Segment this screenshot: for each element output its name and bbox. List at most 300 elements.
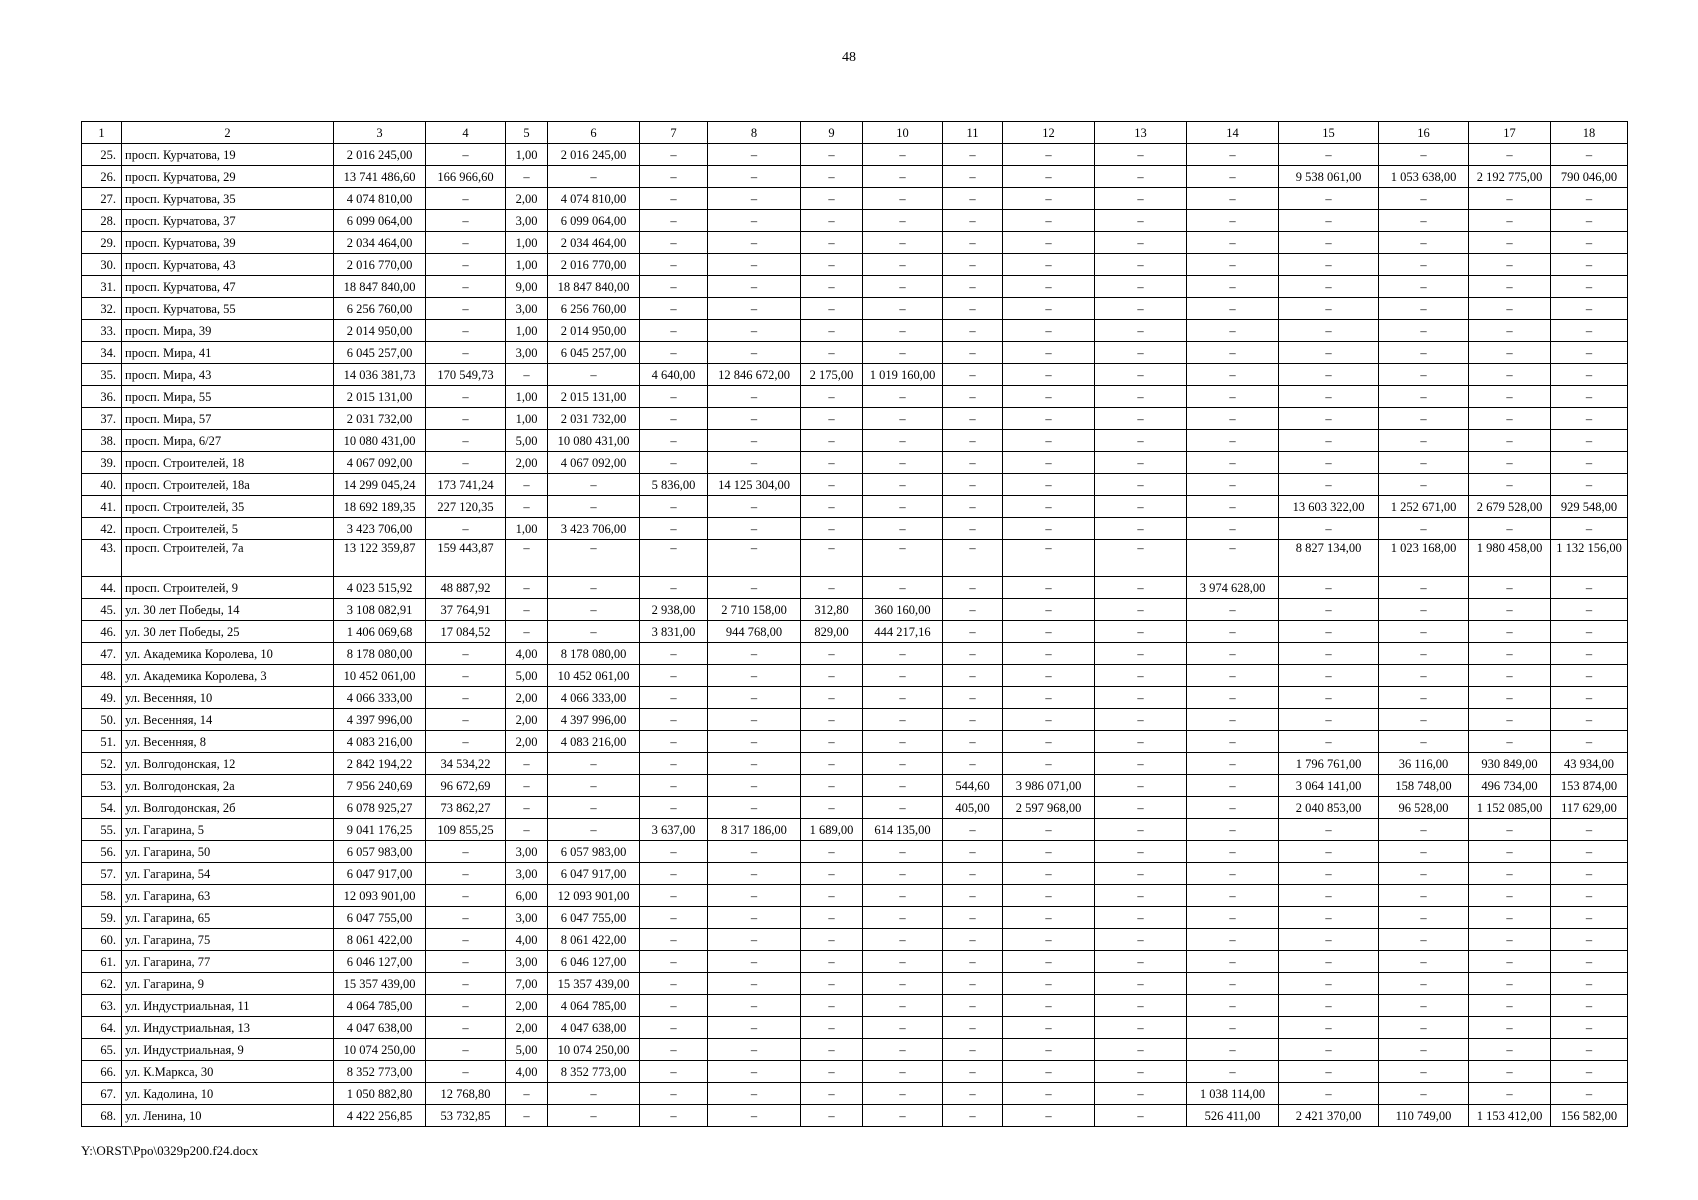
address-cell: ул. Гагарина, 65 xyxy=(122,907,334,929)
value-cell: – xyxy=(506,474,548,496)
value-cell: – xyxy=(1187,775,1279,797)
address-cell: просп. Мира, 55 xyxy=(122,386,334,408)
value-cell: – xyxy=(1003,1017,1095,1039)
value-cell: 4 067 092,00 xyxy=(334,452,426,474)
value-cell: – xyxy=(1279,929,1379,951)
address-cell: ул. К.Маркса, 30 xyxy=(122,1061,334,1083)
value-cell: 2 016 770,00 xyxy=(548,254,640,276)
value-cell: – xyxy=(1469,144,1551,166)
value-cell: – xyxy=(863,995,943,1017)
value-cell: – xyxy=(1187,973,1279,995)
value-cell: – xyxy=(426,863,506,885)
value-cell: 4 064 785,00 xyxy=(334,995,426,1017)
row-number-cell: 28. xyxy=(82,210,122,232)
value-cell: – xyxy=(1279,1083,1379,1105)
address-cell: просп. Курчатова, 39 xyxy=(122,232,334,254)
address-cell: ул. Академика Королева, 10 xyxy=(122,643,334,665)
value-cell: – xyxy=(426,973,506,995)
value-cell: 2,00 xyxy=(506,687,548,709)
value-cell: – xyxy=(708,518,801,540)
value-cell: 360 160,00 xyxy=(863,599,943,621)
value-cell: – xyxy=(1279,819,1379,841)
row-number-cell: 45. xyxy=(82,599,122,621)
value-cell: 13 122 359,87 xyxy=(334,540,426,577)
value-cell: – xyxy=(640,643,708,665)
address-cell: ул. Волгодонская, 2б xyxy=(122,797,334,819)
value-cell: – xyxy=(1279,907,1379,929)
address-cell: ул. Кадолина, 10 xyxy=(122,1083,334,1105)
value-cell: – xyxy=(548,1105,640,1127)
column-header-16: 16 xyxy=(1379,122,1469,144)
address-cell: ул. Гагарина, 77 xyxy=(122,951,334,973)
value-cell: – xyxy=(1003,320,1095,342)
value-cell: – xyxy=(640,408,708,430)
value-cell: – xyxy=(1469,885,1551,907)
value-cell: 405,00 xyxy=(943,797,1003,819)
column-header-9: 9 xyxy=(801,122,863,144)
value-cell: – xyxy=(708,320,801,342)
value-cell: – xyxy=(943,1061,1003,1083)
value-cell: 8 178 080,00 xyxy=(548,643,640,665)
value-cell: – xyxy=(943,929,1003,951)
value-cell: – xyxy=(1279,518,1379,540)
value-cell: 3,00 xyxy=(506,841,548,863)
value-cell: – xyxy=(708,731,801,753)
value-cell: – xyxy=(426,430,506,452)
value-cell: – xyxy=(1095,408,1187,430)
value-cell: – xyxy=(1551,841,1628,863)
value-cell: – xyxy=(1187,232,1279,254)
value-cell: – xyxy=(801,474,863,496)
value-cell: – xyxy=(426,687,506,709)
value-cell: – xyxy=(943,621,1003,643)
value-cell: – xyxy=(1551,232,1628,254)
value-cell: – xyxy=(640,430,708,452)
value-cell: 6 046 127,00 xyxy=(548,951,640,973)
value-cell: – xyxy=(708,863,801,885)
value-cell: – xyxy=(1551,995,1628,1017)
value-cell: 12 768,80 xyxy=(426,1083,506,1105)
value-cell: 7 956 240,69 xyxy=(334,775,426,797)
value-cell: 10 074 250,00 xyxy=(548,1039,640,1061)
value-cell: – xyxy=(1187,995,1279,1017)
value-cell: – xyxy=(943,320,1003,342)
row-number-cell: 32. xyxy=(82,298,122,320)
row-number-cell: 38. xyxy=(82,430,122,452)
value-cell: – xyxy=(943,973,1003,995)
address-cell: просп. Курчатова, 37 xyxy=(122,210,334,232)
value-cell: – xyxy=(1279,408,1379,430)
value-cell: – xyxy=(1551,276,1628,298)
value-cell: – xyxy=(801,951,863,973)
value-cell: – xyxy=(1095,731,1187,753)
value-cell: – xyxy=(1187,342,1279,364)
table-row xyxy=(82,1039,1628,1061)
value-cell: 2,00 xyxy=(506,995,548,1017)
value-cell: – xyxy=(1095,210,1187,232)
value-cell: 34 534,22 xyxy=(426,753,506,775)
value-cell: – xyxy=(640,929,708,951)
value-cell: – xyxy=(1187,144,1279,166)
value-cell: – xyxy=(708,276,801,298)
address-cell: ул. Индустриальная, 11 xyxy=(122,995,334,1017)
value-cell: – xyxy=(801,1083,863,1105)
value-cell: – xyxy=(1187,841,1279,863)
address-cell: просп. Курчатова, 47 xyxy=(122,276,334,298)
value-cell: – xyxy=(708,210,801,232)
value-cell: – xyxy=(426,254,506,276)
value-cell: – xyxy=(1003,188,1095,210)
row-number-cell: 30. xyxy=(82,254,122,276)
value-cell: 2 175,00 xyxy=(801,364,863,386)
value-cell: – xyxy=(1469,408,1551,430)
value-cell: 14 125 304,00 xyxy=(708,474,801,496)
value-cell: – xyxy=(640,841,708,863)
value-cell: – xyxy=(1187,951,1279,973)
value-cell: – xyxy=(801,1061,863,1083)
value-cell: – xyxy=(943,665,1003,687)
value-cell: 227 120,35 xyxy=(426,496,506,518)
value-cell: 9 041 176,25 xyxy=(334,819,426,841)
value-cell: – xyxy=(1003,276,1095,298)
value-cell: – xyxy=(1095,577,1187,599)
column-header-12: 12 xyxy=(1003,122,1095,144)
value-cell: – xyxy=(801,232,863,254)
address-cell: ул. Волгодонская, 2а xyxy=(122,775,334,797)
value-cell: – xyxy=(708,496,801,518)
value-cell: – xyxy=(801,665,863,687)
value-cell: 1 050 882,80 xyxy=(334,1083,426,1105)
value-cell: – xyxy=(863,166,943,188)
value-cell: – xyxy=(1279,342,1379,364)
value-cell: 36 116,00 xyxy=(1379,753,1469,775)
value-cell: – xyxy=(801,298,863,320)
table-row xyxy=(82,1105,1628,1127)
row-number-cell: 55. xyxy=(82,819,122,841)
row-number-cell: 56. xyxy=(82,841,122,863)
value-cell: 173 741,24 xyxy=(426,474,506,496)
value-cell: – xyxy=(1469,320,1551,342)
value-cell: – xyxy=(863,1061,943,1083)
value-cell: – xyxy=(708,1083,801,1105)
value-cell: – xyxy=(1469,709,1551,731)
value-cell: 4 640,00 xyxy=(640,364,708,386)
value-cell: – xyxy=(1187,364,1279,386)
value-cell: – xyxy=(506,621,548,643)
value-cell: – xyxy=(1551,885,1628,907)
value-cell: – xyxy=(1187,819,1279,841)
column-header-1: 1 xyxy=(82,122,122,144)
value-cell: 4,00 xyxy=(506,929,548,951)
value-cell: – xyxy=(801,518,863,540)
value-cell: – xyxy=(1379,518,1469,540)
value-cell: 2 938,00 xyxy=(640,599,708,621)
row-number-cell: 54. xyxy=(82,797,122,819)
value-cell: – xyxy=(1003,144,1095,166)
value-cell: – xyxy=(801,1017,863,1039)
column-header-3: 3 xyxy=(334,122,426,144)
value-cell: – xyxy=(426,342,506,364)
value-cell: – xyxy=(943,731,1003,753)
value-cell: – xyxy=(1469,188,1551,210)
value-cell: – xyxy=(1095,276,1187,298)
value-cell: – xyxy=(1003,687,1095,709)
table-row xyxy=(82,298,1628,320)
row-number-cell: 39. xyxy=(82,452,122,474)
value-cell: – xyxy=(1003,731,1095,753)
value-cell: 6 045 257,00 xyxy=(334,342,426,364)
value-cell: – xyxy=(1003,408,1095,430)
value-cell: – xyxy=(1551,474,1628,496)
value-cell: 48 887,92 xyxy=(426,577,506,599)
row-number-cell: 63. xyxy=(82,995,122,1017)
table-row xyxy=(82,518,1628,540)
value-cell: – xyxy=(640,1039,708,1061)
value-cell: – xyxy=(1095,188,1187,210)
value-cell: – xyxy=(801,753,863,775)
value-cell: 15 357 439,00 xyxy=(548,973,640,995)
value-cell: – xyxy=(1003,577,1095,599)
value-cell: – xyxy=(708,232,801,254)
value-cell: – xyxy=(943,452,1003,474)
value-cell: – xyxy=(426,643,506,665)
value-cell: – xyxy=(640,342,708,364)
table-row xyxy=(82,797,1628,819)
value-cell: – xyxy=(1379,1039,1469,1061)
value-cell: – xyxy=(1379,885,1469,907)
value-cell: 18 847 840,00 xyxy=(548,276,640,298)
value-cell: – xyxy=(863,929,943,951)
value-cell: – xyxy=(1187,496,1279,518)
value-cell: – xyxy=(1379,973,1469,995)
value-cell: – xyxy=(1187,276,1279,298)
table-row xyxy=(82,364,1628,386)
value-cell: – xyxy=(1379,210,1469,232)
footer-file-path: Y:\ORST\Ppo\0329p200.f24.docx xyxy=(81,1143,259,1158)
value-cell: – xyxy=(1551,1039,1628,1061)
value-cell: – xyxy=(1279,1061,1379,1083)
value-cell: – xyxy=(708,753,801,775)
value-cell: 5 836,00 xyxy=(640,474,708,496)
value-cell: – xyxy=(1095,621,1187,643)
value-cell: – xyxy=(1551,709,1628,731)
value-cell: – xyxy=(801,995,863,1017)
value-cell: – xyxy=(1379,951,1469,973)
value-cell: – xyxy=(1379,863,1469,885)
value-cell: – xyxy=(548,599,640,621)
value-cell: – xyxy=(801,188,863,210)
row-number-cell: 52. xyxy=(82,753,122,775)
value-cell: – xyxy=(1279,298,1379,320)
value-cell: 929 548,00 xyxy=(1551,496,1628,518)
table-row xyxy=(82,540,1628,577)
value-cell: – xyxy=(1551,929,1628,951)
value-cell: – xyxy=(1469,577,1551,599)
value-cell: – xyxy=(1187,1061,1279,1083)
value-cell: – xyxy=(548,496,640,518)
page-number: 48 xyxy=(842,50,856,65)
value-cell: – xyxy=(1551,863,1628,885)
value-cell: – xyxy=(1379,929,1469,951)
value-cell: – xyxy=(943,687,1003,709)
row-number-cell: 41. xyxy=(82,496,122,518)
value-cell: – xyxy=(708,1105,801,1127)
table-row xyxy=(82,430,1628,452)
value-cell: – xyxy=(801,386,863,408)
value-cell: – xyxy=(1469,386,1551,408)
value-cell: – xyxy=(1187,753,1279,775)
value-cell: – xyxy=(1279,1017,1379,1039)
value-cell: – xyxy=(1187,687,1279,709)
value-cell: 1 152 085,00 xyxy=(1469,797,1551,819)
table-row xyxy=(82,819,1628,841)
value-cell: – xyxy=(943,643,1003,665)
value-cell: 96 528,00 xyxy=(1379,797,1469,819)
value-cell: – xyxy=(426,144,506,166)
value-cell: – xyxy=(1469,907,1551,929)
value-cell: – xyxy=(1003,907,1095,929)
value-cell: – xyxy=(1095,995,1187,1017)
value-cell: – xyxy=(801,577,863,599)
row-number-cell: 58. xyxy=(82,885,122,907)
value-cell: – xyxy=(1187,210,1279,232)
row-number-cell: 36. xyxy=(82,386,122,408)
value-cell: – xyxy=(1279,430,1379,452)
value-cell: 4 047 638,00 xyxy=(334,1017,426,1039)
value-cell: – xyxy=(943,951,1003,973)
row-number-cell: 27. xyxy=(82,188,122,210)
address-cell: ул. Весенняя, 14 xyxy=(122,709,334,731)
value-cell: 158 748,00 xyxy=(1379,775,1469,797)
value-cell: 1 406 069,68 xyxy=(334,621,426,643)
value-cell: – xyxy=(801,166,863,188)
value-cell: 2 710 158,00 xyxy=(708,599,801,621)
value-cell: – xyxy=(708,841,801,863)
value-cell: – xyxy=(1469,687,1551,709)
value-cell: – xyxy=(943,841,1003,863)
row-number-cell: 34. xyxy=(82,342,122,364)
value-cell: 4 397 996,00 xyxy=(334,709,426,731)
value-cell: 37 764,91 xyxy=(426,599,506,621)
value-cell: 13 603 322,00 xyxy=(1279,496,1379,518)
table-row xyxy=(82,951,1628,973)
value-cell: – xyxy=(640,753,708,775)
value-cell: – xyxy=(863,276,943,298)
value-cell: – xyxy=(1095,496,1187,518)
value-cell: – xyxy=(1095,907,1187,929)
value-cell: – xyxy=(1551,973,1628,995)
table-row xyxy=(82,577,1628,599)
value-cell: 6 047 917,00 xyxy=(334,863,426,885)
value-cell: 12 846 672,00 xyxy=(708,364,801,386)
value-cell: – xyxy=(1003,232,1095,254)
value-cell: – xyxy=(943,907,1003,929)
value-cell: – xyxy=(863,951,943,973)
value-cell: – xyxy=(1187,709,1279,731)
value-cell: – xyxy=(1551,577,1628,599)
value-cell: 1 980 458,00 xyxy=(1469,540,1551,577)
value-cell: – xyxy=(943,709,1003,731)
column-header-15: 15 xyxy=(1279,122,1379,144)
address-cell: просп. Строителей, 9 xyxy=(122,577,334,599)
value-cell: 944 768,00 xyxy=(708,621,801,643)
value-cell: – xyxy=(1279,665,1379,687)
value-cell: – xyxy=(1187,430,1279,452)
value-cell: – xyxy=(640,276,708,298)
value-cell: – xyxy=(1379,298,1469,320)
value-cell: – xyxy=(863,577,943,599)
value-cell: – xyxy=(943,430,1003,452)
value-cell: – xyxy=(1469,1039,1551,1061)
value-cell: – xyxy=(1469,298,1551,320)
value-cell: – xyxy=(1469,951,1551,973)
value-cell: – xyxy=(708,298,801,320)
value-cell: 3 108 082,91 xyxy=(334,599,426,621)
value-cell: 3,00 xyxy=(506,907,548,929)
value-cell: – xyxy=(708,885,801,907)
value-cell: – xyxy=(1551,1083,1628,1105)
value-cell: – xyxy=(708,188,801,210)
value-cell: 1,00 xyxy=(506,518,548,540)
value-cell: – xyxy=(640,797,708,819)
value-cell: 8 061 422,00 xyxy=(334,929,426,951)
value-cell: – xyxy=(801,841,863,863)
value-cell: – xyxy=(801,1039,863,1061)
value-cell: 1 038 114,00 xyxy=(1187,1083,1279,1105)
value-cell: – xyxy=(1379,665,1469,687)
value-cell: – xyxy=(863,144,943,166)
value-cell: 4 064 785,00 xyxy=(548,995,640,1017)
value-cell: – xyxy=(548,474,640,496)
value-cell: – xyxy=(1095,885,1187,907)
value-cell: 312,80 xyxy=(801,599,863,621)
value-cell: – xyxy=(1003,863,1095,885)
value-cell: – xyxy=(1469,518,1551,540)
value-cell: – xyxy=(943,599,1003,621)
value-cell: – xyxy=(1379,907,1469,929)
value-cell: – xyxy=(426,995,506,1017)
value-cell: – xyxy=(1095,665,1187,687)
value-cell: 3 423 706,00 xyxy=(548,518,640,540)
value-cell: 2,00 xyxy=(506,1017,548,1039)
value-cell: – xyxy=(801,144,863,166)
row-number-cell: 44. xyxy=(82,577,122,599)
value-cell: – xyxy=(1469,276,1551,298)
value-cell: – xyxy=(1187,1017,1279,1039)
value-cell: – xyxy=(943,1083,1003,1105)
value-cell: – xyxy=(708,665,801,687)
value-cell: – xyxy=(640,709,708,731)
value-cell: – xyxy=(1379,599,1469,621)
value-cell: – xyxy=(506,577,548,599)
value-cell: – xyxy=(1379,452,1469,474)
table-row xyxy=(82,841,1628,863)
value-cell: – xyxy=(1095,687,1187,709)
value-cell: 2,00 xyxy=(506,452,548,474)
value-cell: – xyxy=(1279,144,1379,166)
value-cell: – xyxy=(1551,621,1628,643)
value-cell: – xyxy=(943,1017,1003,1039)
value-cell: 2,00 xyxy=(506,731,548,753)
value-cell: – xyxy=(943,166,1003,188)
value-cell: 2,00 xyxy=(506,188,548,210)
value-cell: – xyxy=(943,232,1003,254)
value-cell: – xyxy=(708,408,801,430)
value-cell: – xyxy=(801,885,863,907)
value-cell: – xyxy=(1095,709,1187,731)
value-cell: – xyxy=(426,386,506,408)
value-cell: – xyxy=(640,496,708,518)
